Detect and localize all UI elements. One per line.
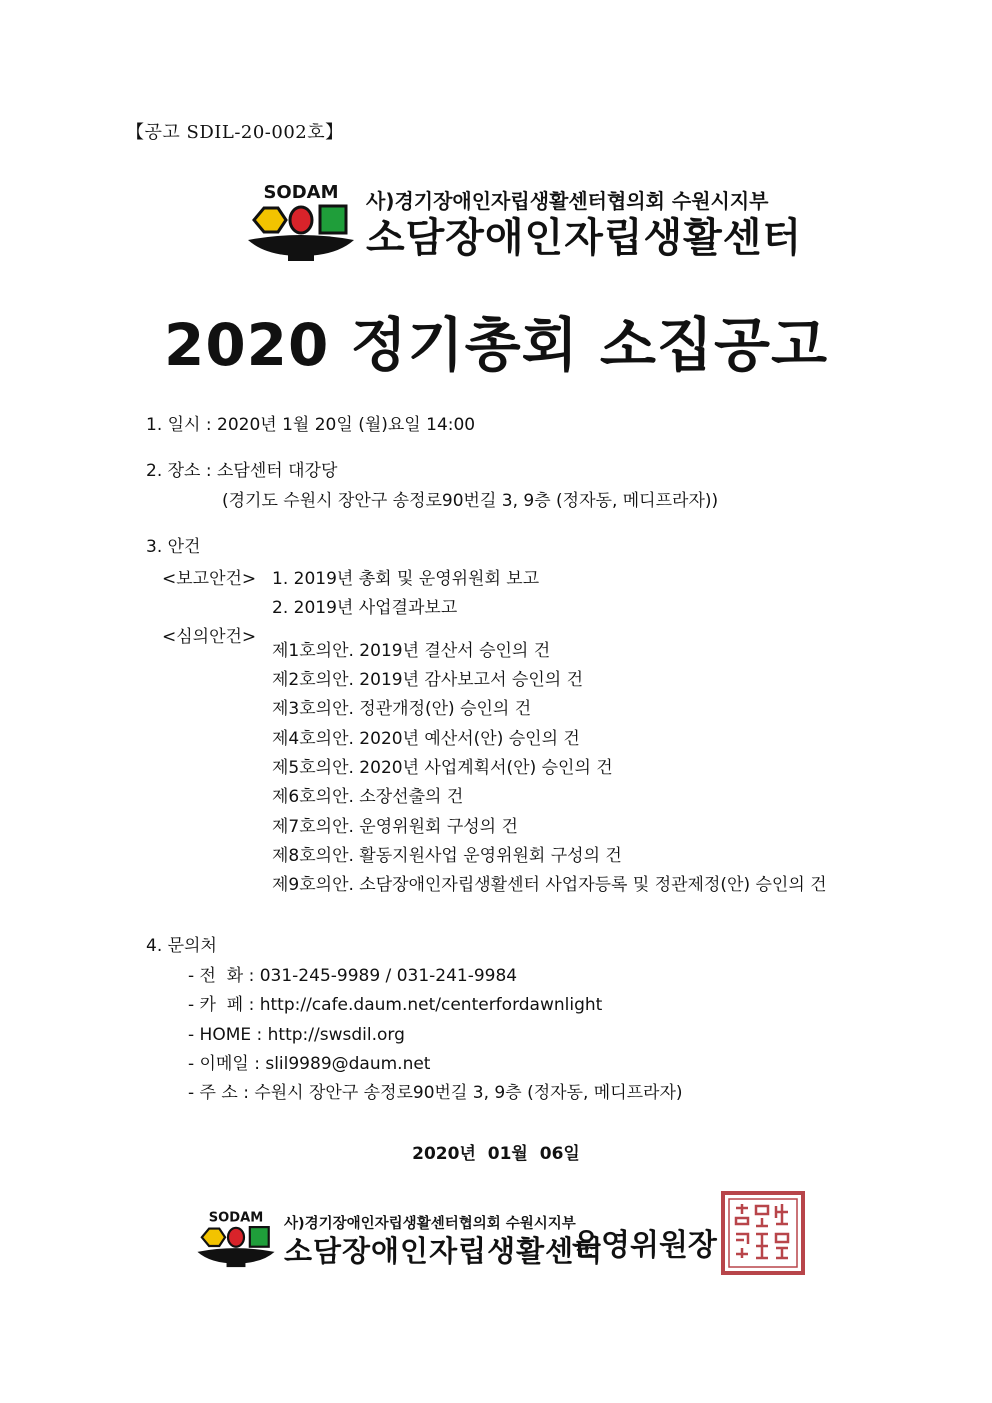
report-agenda-tag: <보고안건> (162, 569, 257, 589)
report-item: 2. 2019년 사업결과보고 (272, 598, 458, 618)
agenda-heading: 3. 안건 (146, 537, 201, 557)
center-logo-bottom (196, 1208, 603, 1268)
logo-org-name: 사)경기장애인자립생활센터협의회 수원시지부 (366, 188, 769, 213)
notice-number: 【공고 SDIL-20-002호】 (126, 122, 344, 143)
sodam-logo-mark-icon (246, 180, 356, 262)
contact-phone: - 전 화 : 031-245-9989 / 031-241-9984 (188, 966, 518, 986)
report-item: 1. 2019년 총회 및 운영위원회 보고 (272, 569, 540, 589)
schedule-line: 1. 일시 : 2020년 1월 20일 (월)요일 14:00 (146, 415, 476, 435)
center-logo-top (246, 180, 802, 262)
issue-date: 2020년 01월 06일 (412, 1144, 580, 1164)
review-item: 제1호의안. 2019년 결산서 승인의 건 (272, 641, 551, 661)
chairperson-title: 운영위원장 (572, 1228, 717, 1263)
logo-brand: SODAM (263, 182, 339, 203)
review-item: 제2호의안. 2019년 감사보고서 승인의 건 (272, 670, 584, 690)
review-item: 제4호의안. 2020년 예산서(안) 승인의 건 (272, 729, 580, 749)
logo-center-name: 소담장애인자립생활센터 (284, 1233, 604, 1268)
review-item: 제8호의안. 활동지원사업 운영위원회 구성의 건 (272, 846, 622, 866)
logo-brand: SODAM (208, 1210, 264, 1226)
review-item: 제9호의안. 소담장애인자립생활센터 사업자등록 및 정관제정(안) 승인의 건 (272, 875, 827, 895)
contact-email[interactable]: - 이메일 : slil9989@daum.net (188, 1054, 431, 1074)
review-agenda-tag: <심의안건> (162, 627, 257, 647)
venue-address: (경기도 수원시 장안구 송정로90번길 3, 9층 (정자동, 메디프라자)) (222, 491, 719, 511)
contact-home[interactable]: - HOME : http://swsdil.org (188, 1025, 405, 1045)
logo-center-name: 소담장애인자립생활센터 (366, 213, 803, 261)
review-item: 제6호의안. 소장선출의 건 (272, 787, 464, 807)
contact-heading: 4. 문의처 (146, 936, 217, 956)
logo-org-name: 사)경기장애인자립생활센터협의회 수원시지부 (284, 1215, 576, 1232)
review-item: 제5호의안. 2020년 사업계획서(안) 승인의 건 (272, 758, 613, 778)
venue-line: 2. 장소 : 소담센터 대강당 (146, 461, 338, 481)
sodam-logo-mark-icon (196, 1208, 276, 1268)
contact-address: - 주 소 : 수원시 장안구 송정로90번길 3, 9층 (정자동, 메디프라자) (188, 1083, 683, 1103)
contact-cafe[interactable]: - 카 페 : http://cafe.daum.net/centerfordawnlight (188, 995, 603, 1015)
document-title: 2020 정기총회 소집공고 (163, 311, 829, 379)
official-seal-icon (720, 1190, 806, 1276)
review-item: 제3호의안. 정관개정(안) 승인의 건 (272, 699, 532, 719)
review-item: 제7호의안. 운영위원회 구성의 건 (272, 817, 518, 837)
